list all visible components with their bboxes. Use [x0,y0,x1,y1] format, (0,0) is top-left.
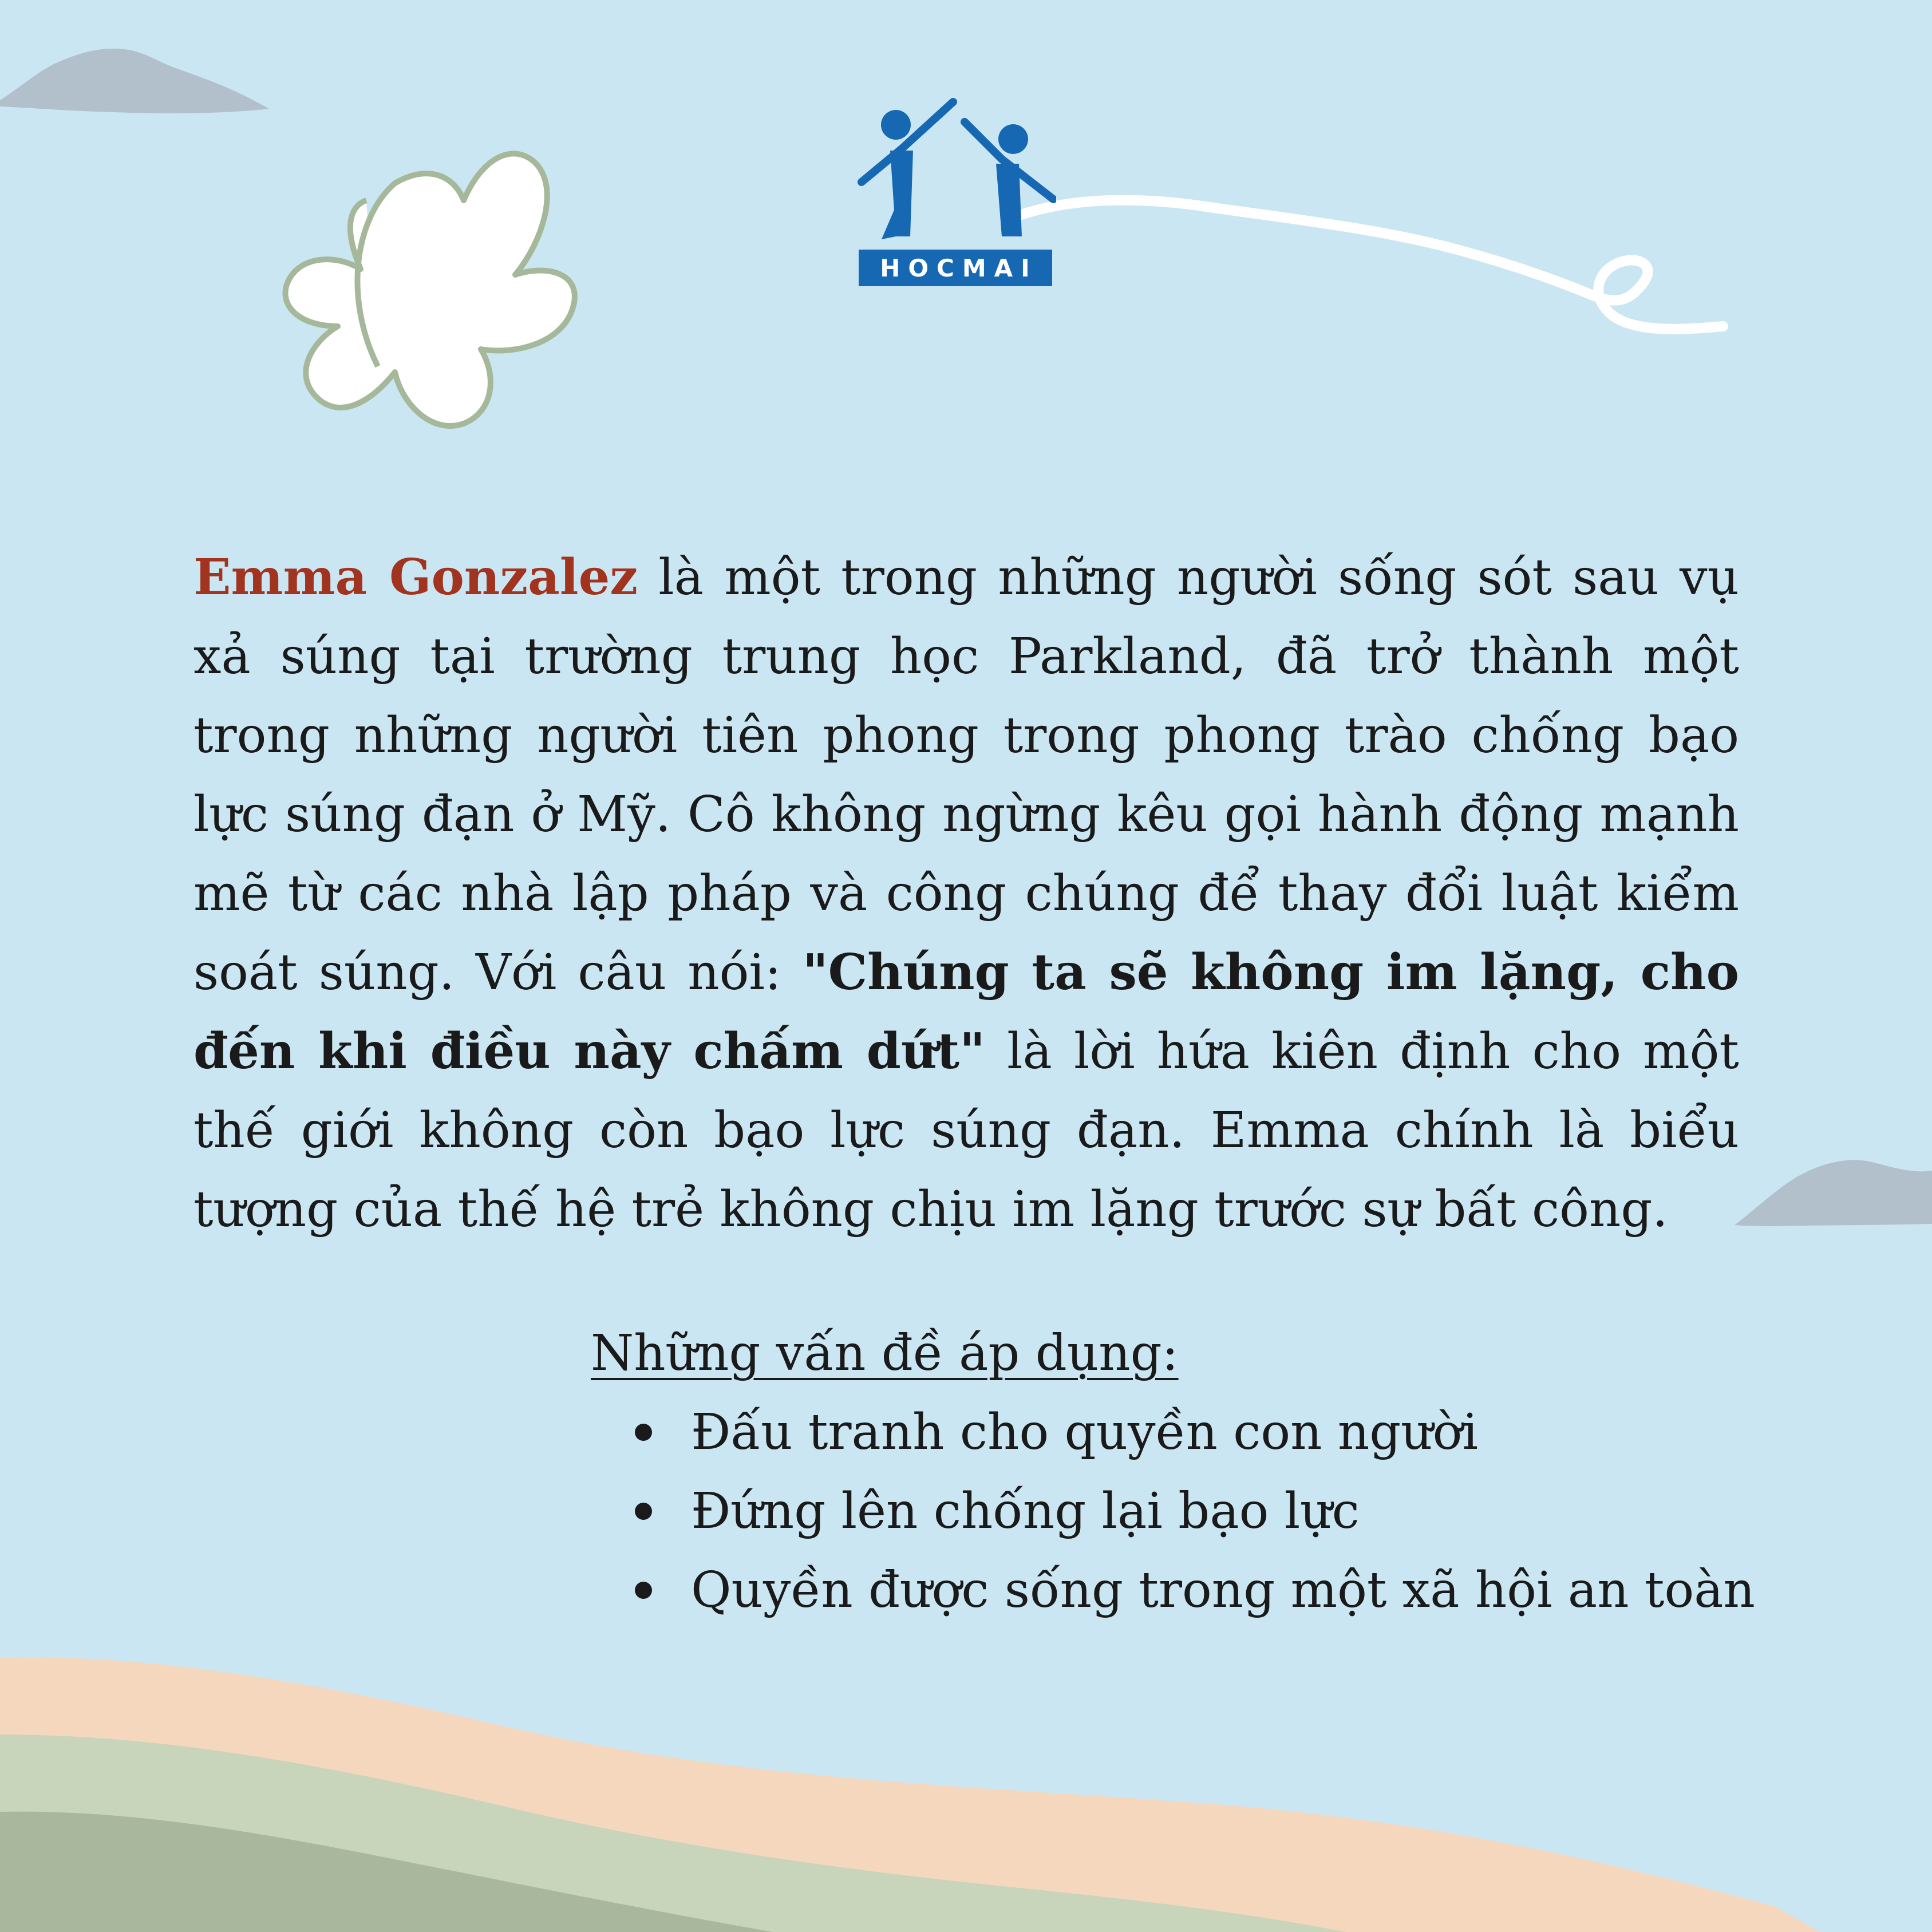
issues-list [591,1393,1764,1630]
issues-heading: Những vấn đề áp dụng: [591,1325,1179,1382]
list-item: Đấu tranh cho quyền con người [591,1393,1764,1472]
list-item: Đứng lên chống lại bạo lực [591,1472,1764,1551]
squiggle-line [1013,200,1723,329]
paragraph-text-2: là lời hứa kiên định cho một thế giới không còn bạo lực súng đạn. Emma chính là biểu tượng của thế hệ trẻ không chịu im lặng trước sự bất công. [193,1023,1739,1238]
paragraph-text-1: là một trong những người sống sót sau vụ xả súng tại trường trung học Parkland, đã trở thành một trong những người tiên phong trong phong trào chống bạo lực súng đạn ở Mỹ. Cô không ngừng kêu gọi hành động mạnh mẽ từ các nhà lập pháp và công chúng để thay đổi luật kiểm soát súng. Với câu nói: [193,549,1739,1001]
main-paragraph [193,538,1739,1249]
quote-text: "Chúng ta sẽ không im lặng, cho đến khi điều này chấm dứt" [193,943,1739,1080]
list-item: Quyền được sống trong một xã hội an toàn [591,1551,1764,1630]
logo-wordmark: HOCMAI [859,250,1052,286]
flower-icon [285,153,574,426]
cloud-icon [0,49,269,113]
person-name: Emma Gonzalez [193,548,638,606]
issues-section [591,1314,1764,1630]
cloud-icon [1735,1160,1932,1226]
